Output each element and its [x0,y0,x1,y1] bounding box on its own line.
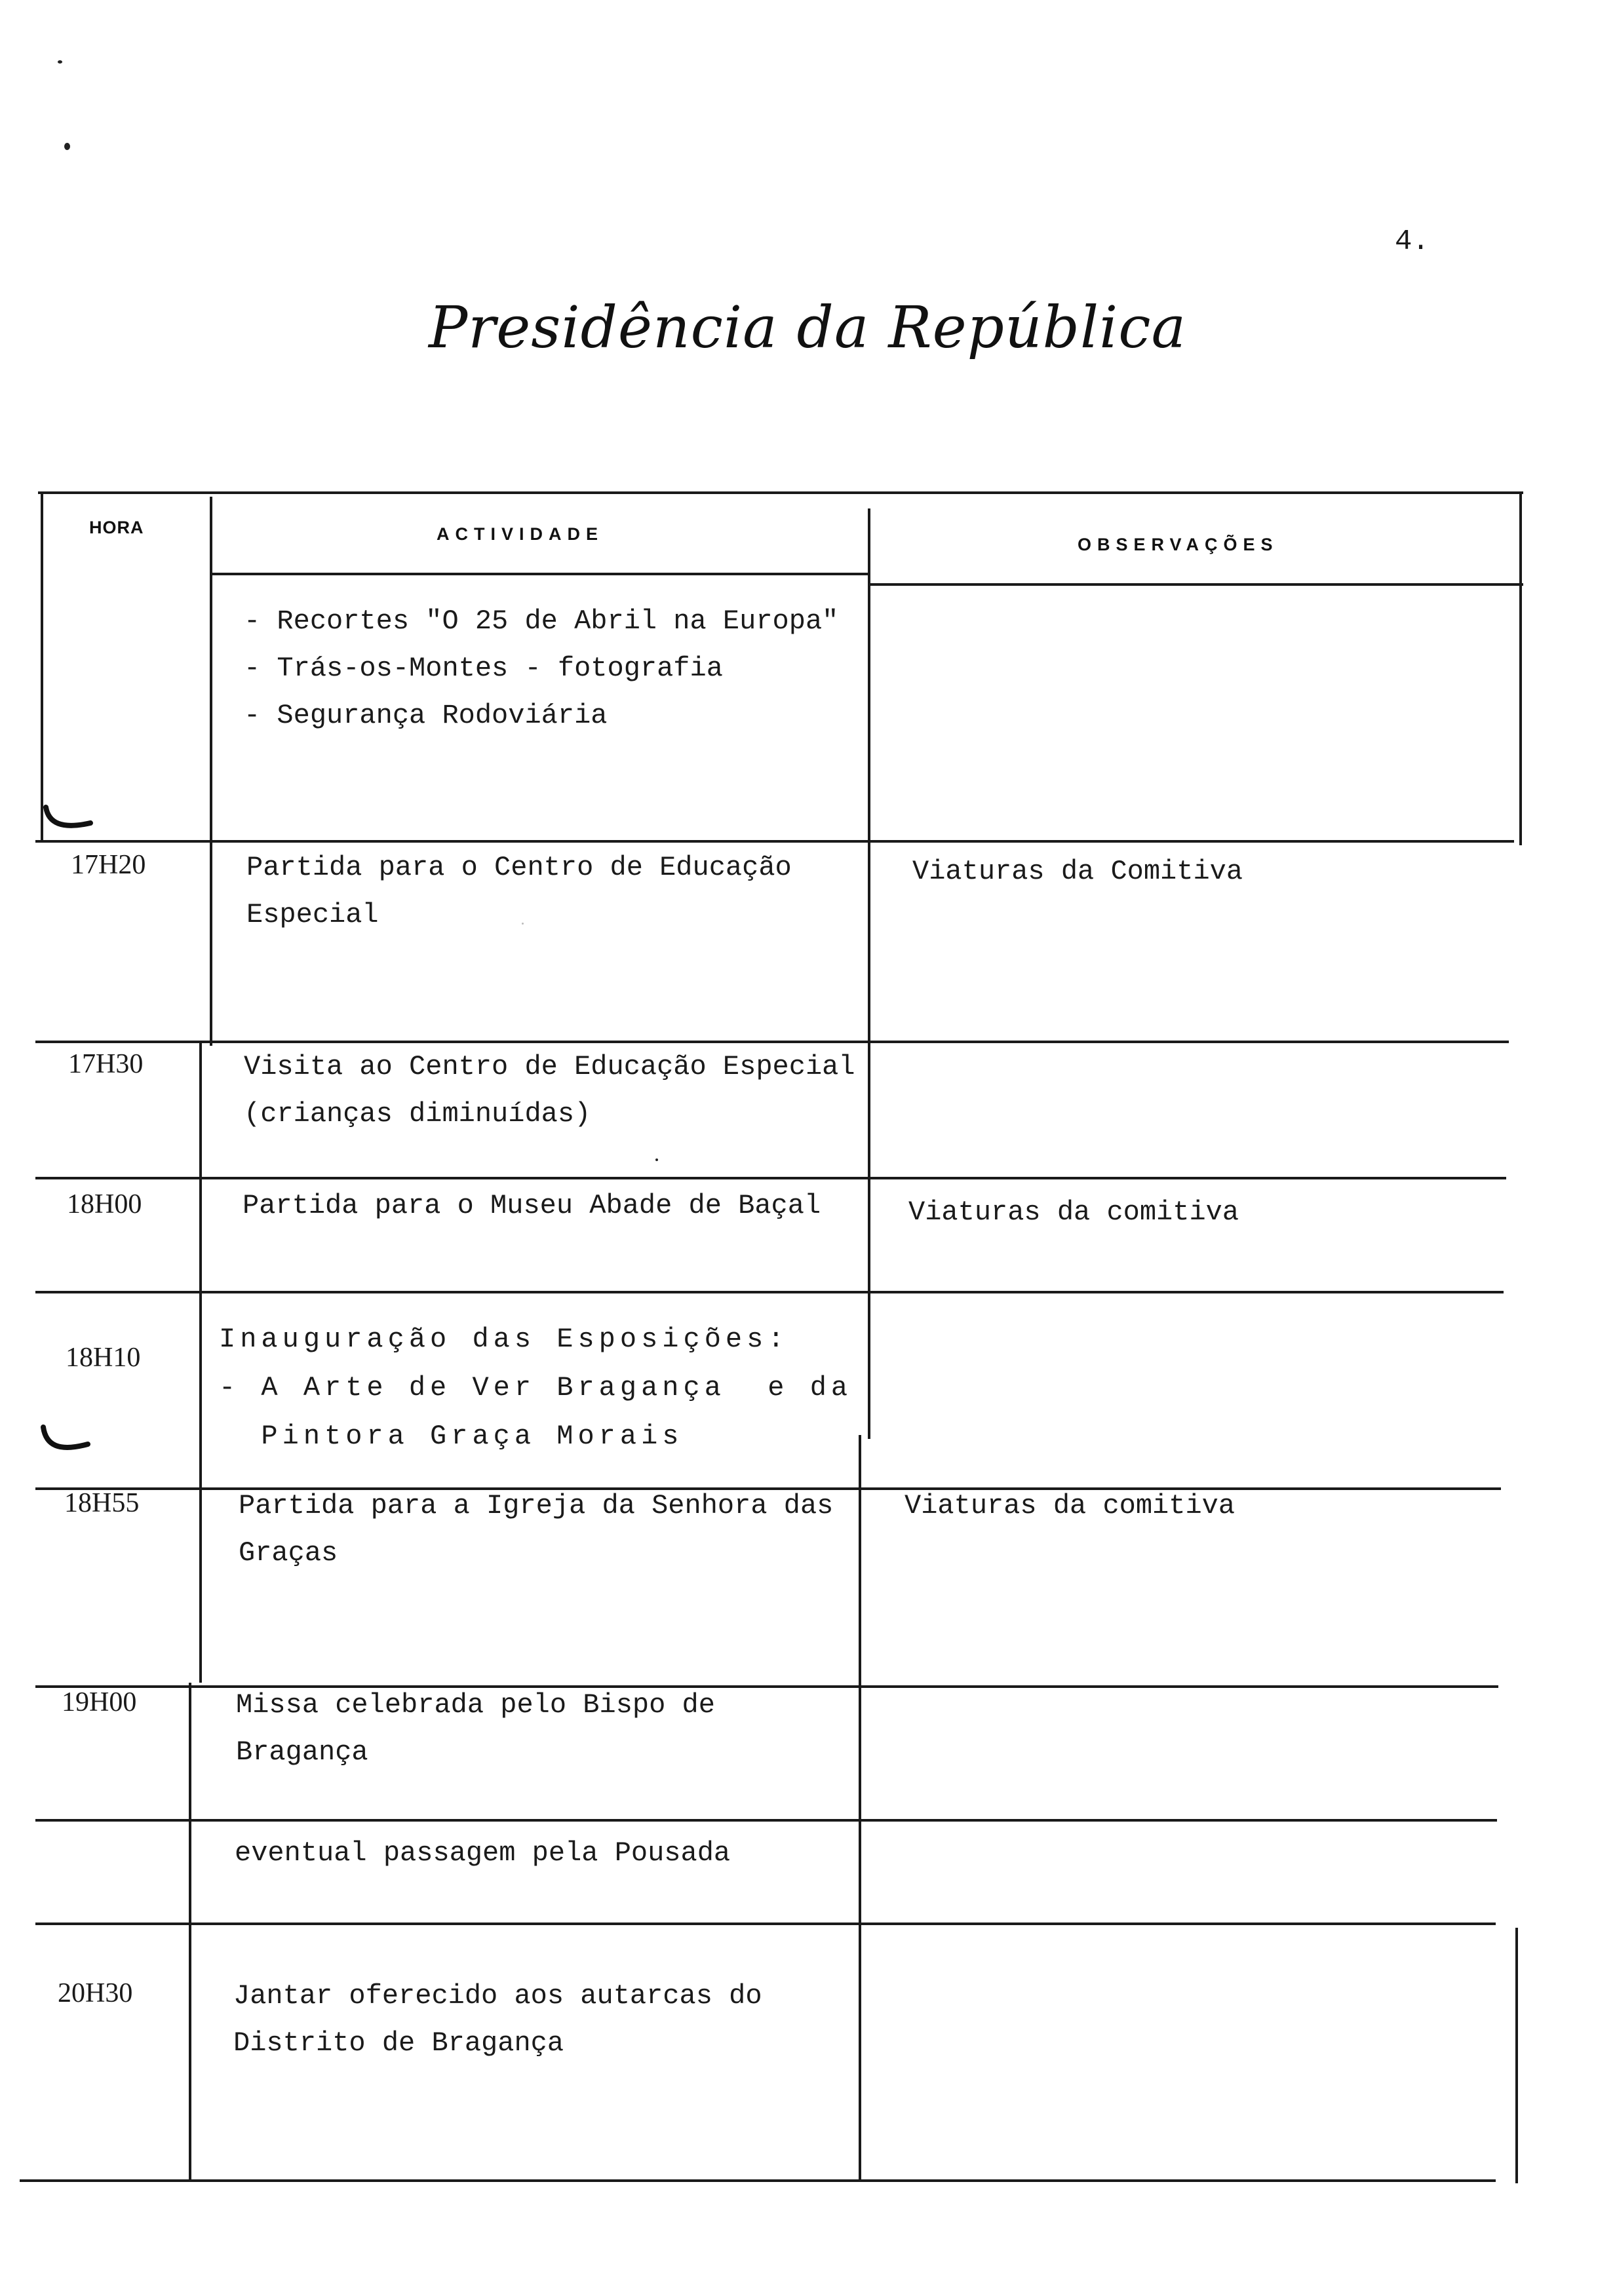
column-divider-actividade [859,1435,861,2182]
row-0-activity-line: - Trás-os-Montes - fotografia [244,653,723,684]
row-divider [35,1177,1506,1179]
row-1-time: 17H20 [71,850,146,880]
header-actividade: ACTIVIDADE [437,524,604,544]
row-divider [35,840,1514,843]
row-4-time: 18H10 [66,1343,141,1373]
scan-speck [58,60,62,64]
row-3-observation: Viaturas da comitiva [908,1196,1239,1228]
header-rule [212,573,870,575]
column-divider-hora [189,1683,191,2181]
column-divider-actividade [868,508,870,1439]
row-5-observation: Viaturas da comitiva [905,1490,1236,1521]
row-6-activity-line: Missa celebrada pelo Bispo de [236,1689,715,1721]
table-border-left [41,491,43,840]
row-2-activity-line: (crianças diminuídas) [244,1098,591,1130]
header-rule [870,583,1523,586]
row-6-time: 19H00 [62,1687,137,1717]
schedule-table [35,491,1523,2195]
letterhead: Presidência da República [428,294,1187,361]
row-0-activity-line: - Recortes "O 25 de Abril na Europa" [244,605,839,637]
row-2-activity-line: Visita ao Centro de Educação Especial [244,1051,855,1082]
column-divider-hora [199,1041,202,1683]
row-8-activity-line: Jantar oferecido aos autarcas do [233,1980,762,2012]
row-0-activity-line: - Segurança Rodoviária [244,700,608,731]
handwritten-check-mark [39,1423,92,1460]
row-divider [35,1291,1504,1293]
row-5-activity-line: Graças [239,1537,338,1569]
row-7-activity-line: eventual passagem pela Pousada [235,1837,731,1869]
row-4-activity-line: - A Arte de Ver Bragança e da [219,1372,853,1404]
row-1-activity-line: Partida para o Centro de Educação [246,852,792,883]
row-3-time: 18H00 [67,1189,142,1219]
row-1-observation: Viaturas da Comitiva [912,856,1243,887]
row-3-activity-line: Partida para o Museu Abade de Baçal [243,1190,821,1221]
scan-speck [64,143,70,150]
table-border-bottom [20,2179,1496,2182]
row-6-activity-line: Bragança [236,1736,368,1768]
table-border-top [38,491,1523,494]
column-divider-hora [210,497,212,1046]
row-8-time: 20H30 [58,1978,133,2008]
row-5-activity-line: Partida para a Igreja da Senhora das [239,1490,834,1521]
header-observacoes: OBSERVAÇÕES [1078,535,1279,554]
header-hora: HORA [89,518,144,537]
scan-speck [655,1158,658,1161]
page-number: 4. [1395,225,1430,258]
table-border-right [1519,491,1522,845]
table-border-right [1515,1928,1518,2183]
row-4-activity-line: Pintora Graça Morais [219,1421,684,1452]
row-divider [35,1923,1496,1925]
row-4-activity-line: Inauguração das Esposições: [219,1324,789,1355]
handwritten-check-mark [42,803,94,836]
row-divider [35,1819,1497,1822]
row-1-activity-line: Especial [246,899,379,930]
row-2-time: 17H30 [68,1049,144,1079]
row-8-activity-line: Distrito de Bragança [233,2027,564,2059]
row-5-time: 18H55 [64,1488,140,1518]
scan-speck [522,923,524,925]
